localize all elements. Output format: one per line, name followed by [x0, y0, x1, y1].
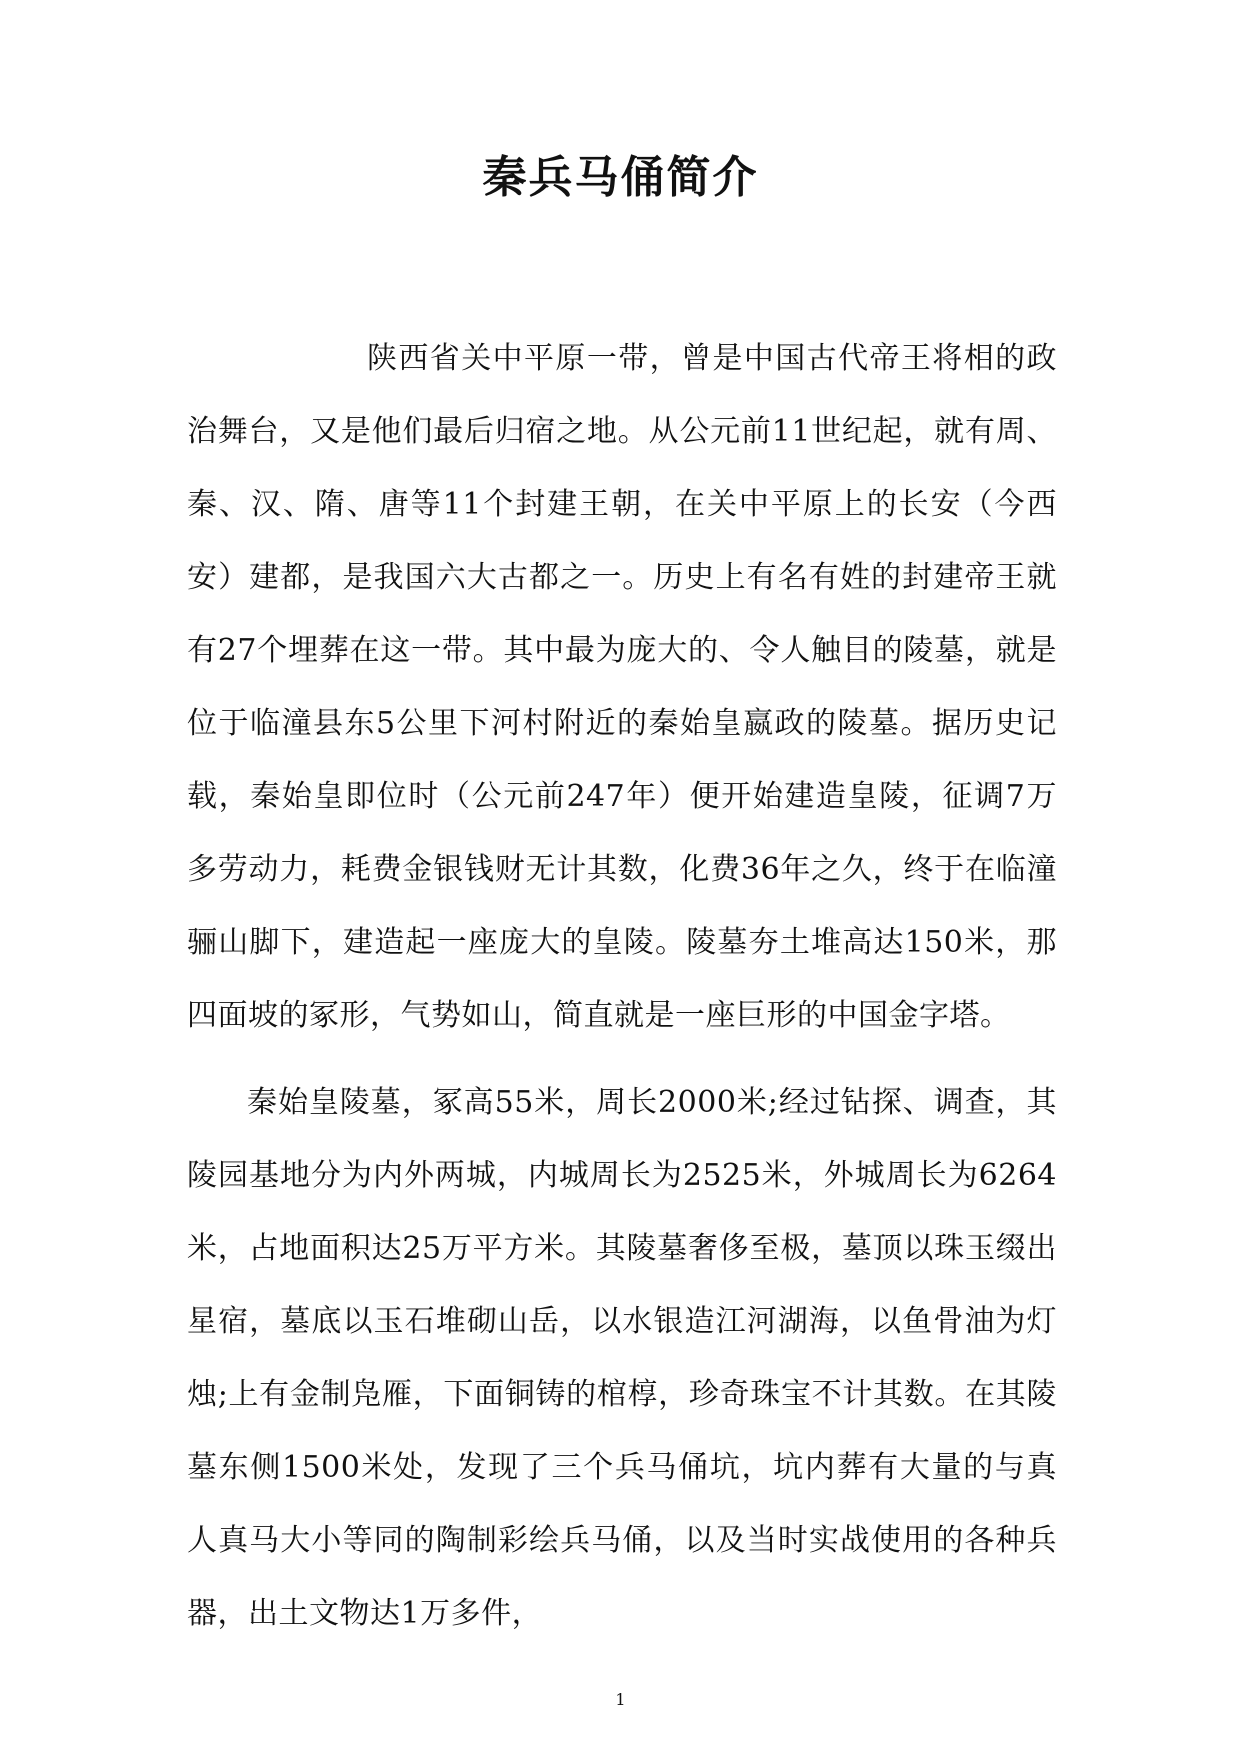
- page-number: 1: [615, 1690, 626, 1709]
- page-title: 秦兵马俑简介: [482, 152, 759, 203]
- paragraph-2: 秦始皇陵墓，冢高55米，周长2000米;经过钻探、调查，其陵园基地分为内外两城，内城周长为2525米，外城周长为6264米，占地面积达25万平方米。其陵墓奢侈至极，墓顶以珠玉缀出星宿，墓底以玉石堆砌山岳，以水银造江河湖海，以鱼骨油为灯烛;上有金制凫雁，下面铜铸的棺椁，珍奇珠宝不计其数。在其陵墓东侧1500米处，发现了三个兵马俑坑，坑内葬有大量的与真人真马大小等同的陶制彩绘兵马俑，以及当时实战使用的各种兵器，出土文物达1万多件，: [187, 1085, 1057, 1631]
- paragraph-1: 陕西省关中平原一带，曾是中国古代帝王将相的政治舞台，又是他们最后归宿之地。从公元前11世纪起，就有周、秦、汉、隋、唐等11个封建王朝，在关中平原上的长安（今西安）建都，是我国六大古都之一。历史上有名有姓的封建帝王就有27个埋葬在这一带。其中最为庞大的、令人触目的陵墓，就是位于临潼县东5公里下河村附近的秦始皇嬴政的陵墓。据历史记载，秦始皇即位时（公元前247年）便开始建造皇陵，征调7万多劳动力，耗费金银钱财无计其数，化费36年之久，终于在临潼骊山脚下，建造起一座庞大的皇陵。陵墓夯土堆高达150米，那四面坡的冢形，气势如山，简直就是一座巨形的中国金字塔。: [187, 341, 1057, 1033]
